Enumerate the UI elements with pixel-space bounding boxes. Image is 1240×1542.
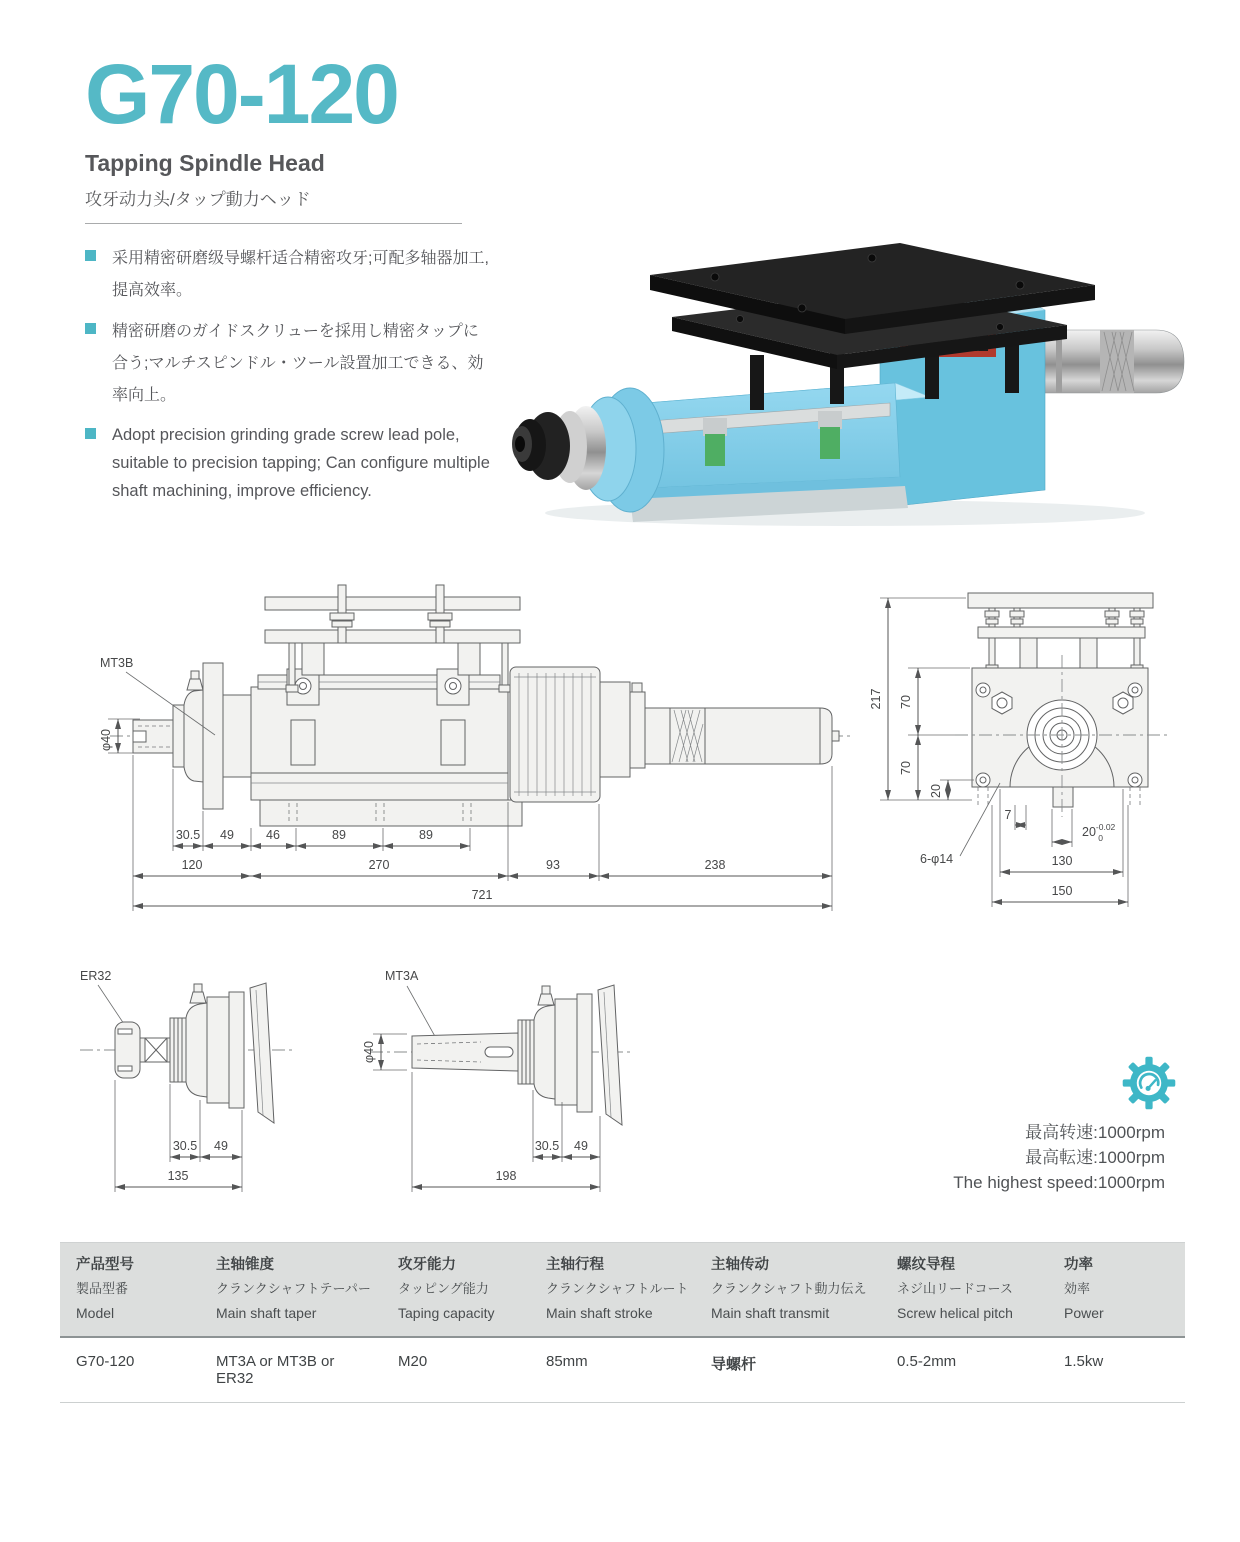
- dim-label: 30.5: [175, 828, 201, 842]
- col-header-capacity: 攻牙能力 タッピング能力 Taping capacity: [398, 1257, 495, 1322]
- dim-label: 198: [495, 1169, 517, 1183]
- feature-text-ja: 精密研磨のガイドスクリューを採用し精密タップに合う;マルチスピンドル・ツール設置加工できる、効率向上。: [112, 323, 484, 404]
- dim-label: 30.5: [172, 1139, 198, 1153]
- side-body: [203, 663, 522, 826]
- holes-label: 6-φ14: [920, 852, 954, 866]
- max-speed-en: The highest speed:1000rpm: [953, 1173, 1165, 1193]
- col-header-transmit: 主轴传动 クランクシャフト動力伝え Main shaft transmit: [711, 1257, 867, 1322]
- page-title: G70-120: [85, 47, 398, 141]
- feature-text-en: Adopt precision grinding grade screw lead pole, suitable to precision tapping; Can configure multiple shaft machining, improve efficiency.: [112, 426, 490, 500]
- dim-label: 49: [574, 1139, 588, 1153]
- header-divider: [85, 223, 462, 224]
- max-speed-block: [953, 1120, 1165, 1195]
- cell-taper: MT3A or MT3B or ER32: [216, 1352, 335, 1387]
- cell-capacity: M20: [398, 1352, 428, 1370]
- dim-label: 20: [929, 784, 943, 798]
- list-item: [85, 316, 493, 412]
- col-header-stroke: 主轴行程 クランクシャフトルート Main shaft stroke: [546, 1257, 689, 1322]
- er32-drawing: [60, 950, 380, 1240]
- photo-collet-chuck: [512, 388, 664, 512]
- dim-label: 130: [1051, 854, 1073, 868]
- dim-label: 150: [1051, 884, 1073, 898]
- col-header-taper: 主轴锥度 クランクシャフトテーパー Main shaft taper: [216, 1257, 371, 1322]
- col-header-power: 功率 効率 Power: [1064, 1257, 1104, 1322]
- side-dims-total: [133, 888, 832, 906]
- dim-label: 120: [181, 858, 203, 872]
- dim-label-tolerance: $20^{-0.02}$ 0: [1082, 822, 1116, 843]
- dim-label: 721: [471, 888, 493, 902]
- product-photo: [500, 215, 1190, 535]
- front-mounting: [968, 593, 1153, 671]
- feature-list: [85, 243, 493, 514]
- table-row: [60, 1338, 1185, 1403]
- subtitle-cjk: 攻牙动力头/タップ動力ヘッド: [85, 190, 311, 209]
- cell-pitch: 0.5-2mm: [897, 1352, 957, 1370]
- subtitle-en: Tapping Spindle Head: [85, 150, 325, 176]
- cell-power: 1.5kw: [1064, 1352, 1104, 1370]
- dim-label: 270: [368, 858, 390, 872]
- front-body: [955, 655, 1170, 817]
- dim-label: 49: [220, 828, 234, 842]
- dim-label: 30.5: [534, 1139, 560, 1153]
- front-view-drawing: [860, 555, 1210, 955]
- er32-chuck: [115, 983, 274, 1123]
- dim-label: 217: [869, 688, 883, 710]
- max-speed-ja: 最高転速:1000rpm: [1025, 1148, 1165, 1168]
- header: [85, 47, 398, 210]
- speed-gear-icon: [1120, 1054, 1178, 1112]
- dim-label: 70: [899, 695, 913, 709]
- dim-label: 46: [266, 828, 280, 842]
- list-item: [85, 421, 493, 505]
- col-header-pitch: 螺纹导程 ネジ山リードコース Screw helical pitch: [897, 1257, 1013, 1322]
- photo-main-body: [620, 383, 930, 522]
- taper-label: MT3B: [100, 656, 134, 670]
- mt3a-drawing: [355, 950, 695, 1240]
- dim-label: 49: [214, 1139, 228, 1153]
- mt3a-label: MT3A: [385, 969, 419, 983]
- cell-transmit: 导螺杆: [711, 1355, 757, 1373]
- dim-label: 135: [167, 1169, 189, 1183]
- feature-text-zh: 采用精密研磨级导螺杆适合精密攻牙;可配多轴器加工,提高效率。: [112, 250, 489, 299]
- col-header-model: 产品型号 製品型番 Model: [76, 1257, 134, 1322]
- dim-label: φ40: [362, 1040, 376, 1064]
- dim-label: 93: [546, 858, 560, 872]
- dim-label: 89: [419, 828, 433, 842]
- bullet-square-icon: [85, 323, 96, 334]
- cell-model: G70-120: [76, 1352, 135, 1370]
- dia-label: φ40: [99, 728, 113, 752]
- er32-label: ER32: [80, 969, 112, 983]
- spec-table-header: [60, 1242, 1185, 1338]
- mt3a-shaft: [412, 985, 622, 1125]
- dim-label: 70: [899, 761, 913, 775]
- spec-table: [60, 1242, 1185, 1403]
- list-item: [85, 243, 493, 307]
- bullet-square-icon: [85, 250, 96, 261]
- dim-label: 89: [332, 828, 346, 842]
- bullet-square-icon: [85, 428, 96, 439]
- dim-label: 7: [1004, 808, 1012, 822]
- dim-label: 238: [704, 858, 726, 872]
- max-speed-zh: 最高转速:1000rpm: [1025, 1123, 1165, 1142]
- cell-stroke: 85mm: [546, 1352, 588, 1370]
- side-view-drawing: [80, 555, 865, 955]
- side-gear-section: [510, 667, 839, 802]
